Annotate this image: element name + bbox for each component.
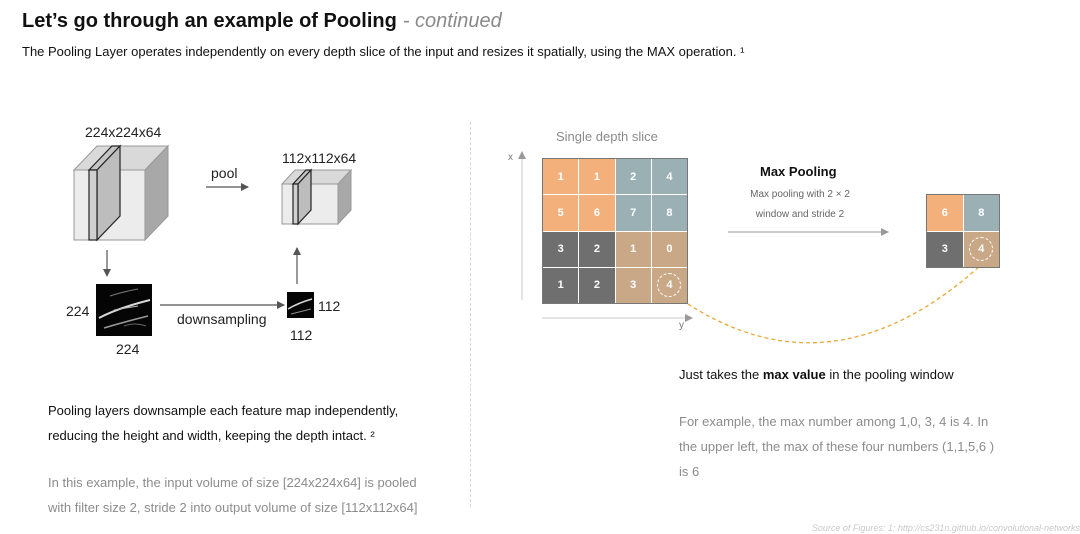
input-grid: [542, 158, 688, 304]
input-grid-cell: 7: [616, 195, 651, 230]
max-example-text: [679, 409, 994, 484]
downsampling-label: downsampling: [177, 311, 267, 327]
y-axis-label: y: [679, 320, 684, 331]
input-grid-cell: 3: [543, 232, 578, 267]
source-footnote: Source of Figures: 1: http://cs231n.github.io/convolutional-networks: [811, 523, 1080, 533]
output-grid-cell: 6: [927, 195, 963, 231]
input-grid-cell: 5: [543, 195, 578, 230]
max-pooling-desc-line: window and stride 2: [755, 209, 845, 220]
max-value-note-pre: Just takes the: [679, 367, 763, 382]
output-volume-cube: [282, 170, 351, 224]
title-suffix: - continued: [402, 10, 502, 32]
max-example-line: For example, the max number among 1,0, 3, 4 is 4. In: [679, 414, 989, 429]
input-grid-cell: 1: [579, 159, 614, 194]
title-main: Let’s go through an example of Pooling: [22, 10, 397, 32]
pooling-description-line: Pooling layers downsample each feature map independently,: [48, 403, 399, 418]
volume-diagram: [0, 0, 470, 534]
max-value-note-post: in the pooling window: [825, 367, 954, 382]
output-volume-label: 112x112x64: [282, 150, 357, 166]
output-grid-cell: 4: [964, 232, 1000, 268]
max-pooling-desc: [725, 185, 875, 225]
max-value-note-bold: max value: [762, 367, 826, 382]
input-grid-cell: 3: [616, 268, 651, 303]
example-description-line: with filter size 2, stride 2 into output volume of size [112x112x64]: [48, 500, 418, 515]
output-height-label: 112: [318, 298, 341, 314]
input-grid-cell: 2: [579, 268, 614, 303]
input-grid-cell: 4: [652, 159, 687, 194]
max-connector-curve: [682, 266, 980, 343]
pooling-description-line: reducing the height and width, keeping the depth intact. ²: [48, 428, 375, 443]
input-height-label: 224: [66, 303, 90, 319]
pool-label: pool: [211, 165, 238, 181]
page-subtitle: The Pooling Layer operates independently on every depth slice of the input and resizes it spatially, using the MAX operation. ¹: [22, 44, 745, 59]
max-pooling-title: Max Pooling: [760, 164, 837, 179]
input-volume-label: 224x224x64: [85, 124, 162, 140]
output-feature-map: [287, 292, 314, 318]
input-grid-cell: 2: [616, 159, 651, 194]
max-example-line: the upper left, the max of these four numbers (1,1,5,6 ): [679, 439, 995, 454]
example-description-line: In this example, the input volume of size [224x224x64] is pooled: [48, 475, 417, 490]
output-grid-cell: 3: [927, 232, 963, 268]
input-grid-cell: 1: [616, 232, 651, 267]
pooling-description: [48, 398, 398, 448]
input-grid-cell: 8: [652, 195, 687, 230]
input-grid-cell: 4: [652, 268, 687, 303]
output-width-label: 112: [290, 327, 313, 343]
max-value-note: [679, 367, 954, 382]
max-pooling-desc-line: Max pooling with 2 × 2: [750, 189, 850, 200]
max-example-line: is 6: [679, 464, 700, 479]
example-description: [48, 470, 418, 520]
input-grid-cell: 6: [579, 195, 614, 230]
output-grid-cell: 8: [964, 195, 1000, 231]
output-grid: [926, 194, 1000, 268]
input-grid-cell: 0: [652, 232, 687, 267]
input-grid-cell: 1: [543, 159, 578, 194]
input-grid-cell: 2: [579, 232, 614, 267]
input-grid-cell: 1: [543, 268, 578, 303]
input-feature-map: [96, 284, 152, 336]
x-axis-label: x: [508, 152, 513, 163]
slice-title: Single depth slice: [556, 129, 658, 144]
input-width-label: 224: [116, 341, 140, 357]
input-volume-cube: [74, 146, 168, 240]
